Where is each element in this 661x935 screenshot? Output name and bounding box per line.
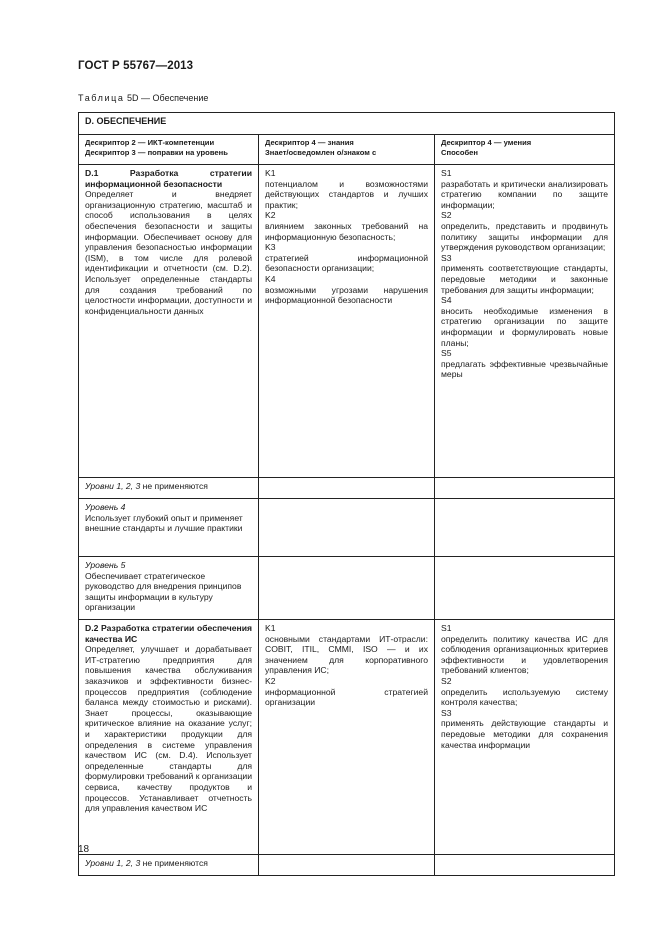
d2-description: Определяет, улучшает и дорабатывает ИТ-стратегию предприятия для повышения качества обслуживания заказчиков и эффективности бизнес-процессов предприятия (соблюдение баланса между стоимостью и рисками). Знает процессы, оказывающие критическое влияние на оказание услуг; и характеристики продукции для определения в системе управления качеством ИС (см. D.4). Использует определенные стандарты для формулировки требований к организации сервиса, качеству продуктов и процессов. Устанавливает отчетность для управления качеством ИС [85, 644, 252, 814]
empty-cell [435, 557, 615, 620]
section-title-row [79, 113, 615, 135]
levels-na-levels-2: Уровни 1, 2, 3 [85, 858, 141, 868]
empty-cell [259, 499, 435, 557]
d1-skills-cell: S1 разработать и критически анализировать стратегию компании по защите информации; S2 определить, представить и продвинуть политику защиты информации для утверждения руководством организации; S3 применять соответствующие стандарты, передовые методики и законные требования для защиты информации; S4 вносить необходимые изменения в стратегию организации по защите информации и формулировать новые планы; S5 предлагать эффективные чрезвычайные меры [435, 165, 615, 478]
level5-title: Уровень 5 [85, 560, 126, 570]
level4-cell [79, 499, 259, 557]
level5-text: Обеспечивает стратегическое руководство для внедрения принципов защиты информации в культуру организации [85, 570, 242, 613]
d1-knowledge-cell: K1 потенциалом и возможностями действующих стандартов и лучших практик; K2 влиянием законных требований на информационную безопасность; K3 стратегией информационной безопасности организации; K4 возможными угрозами нарушения информационной безопасности [259, 165, 435, 478]
empty-cell [259, 557, 435, 620]
levels-na-suffix-2: не применяются [140, 858, 208, 868]
table-row-level5 [79, 557, 615, 620]
empty-cell [259, 478, 435, 499]
column-header-row [79, 135, 615, 165]
empty-cell [435, 499, 615, 557]
d2-knowledge-cell: K1 основными стандартами ИТ-отрасли: COBIT, ITIL, CMMI, ISO — и их значением для корпоративного управления ИС; K2 информационной стратегией организации [259, 620, 435, 855]
provision-table [78, 112, 615, 876]
table-row-d1 [79, 165, 615, 478]
d1-title: D.1 Разработка стратегии информационной безопасности [85, 168, 252, 189]
column-header-skills: Дескриптор 4 — умения Способен [435, 135, 615, 165]
document-header: ГОСТ Р 55767—2013 [78, 60, 194, 72]
levels-na-suffix-1: не применяются [140, 481, 208, 491]
level4-text: Использует глубокий опыт и применяет внешние стандарты и лучшие практики [85, 512, 243, 534]
table-caption [78, 93, 208, 103]
empty-cell [435, 855, 615, 876]
table-row-levels-na-2 [79, 855, 615, 876]
d1-description: Определяет и внедряет организационную стратегию, масштаб и способ использования в целях обеспечения безопасности и защиты информации. Обеспечивает основу для управления безопасностью информации (ISM), в том числе для ролевой идентификации и отчетности (см. D.2). Использует определенные стандарты для создания требований по целостности информации, доступности и конфиденциальности данных [85, 189, 252, 316]
table-row-levels-na-1 [79, 478, 615, 499]
empty-cell [259, 855, 435, 876]
levels-na-levels-1: Уровни 1, 2, 3 [85, 481, 141, 491]
table-row-level4 [79, 499, 615, 557]
levels-na-cell-2 [79, 855, 259, 876]
column-header-competence: Дескриптор 2 — ИКТ-компетенции Дескриптор 3 — поправки на уровень [79, 135, 259, 165]
d2-competence-cell [79, 620, 259, 855]
empty-cell [435, 478, 615, 499]
caption-prefix: Таблица [78, 93, 125, 103]
level5-cell [79, 557, 259, 620]
levels-na-cell-1 [79, 478, 259, 499]
d1-competence-cell [79, 165, 259, 478]
page-number: 18 [78, 844, 90, 855]
level4-title: Уровень 4 [85, 502, 126, 512]
column-header-knowledge: Дескриптор 4 — знания Знает/осведомлен о/знаком с [259, 135, 435, 165]
caption-text: 5D — Обеспечение [127, 93, 209, 103]
section-title: D. ОБЕСПЕЧЕНИЕ [79, 113, 615, 135]
table-row-d2 [79, 620, 615, 855]
d2-title: D.2 Разработка стратегии обеспечения качества ИС [85, 623, 252, 644]
d2-skills-cell: S1 определить политику качества ИС для соблюдения организационных критериев эффективности и удовлетворения требований клиентов; S2 определить используемую систему контроля качества; S3 применять действующие стандарты и передовые методики для сохранения качества информации [435, 620, 615, 855]
